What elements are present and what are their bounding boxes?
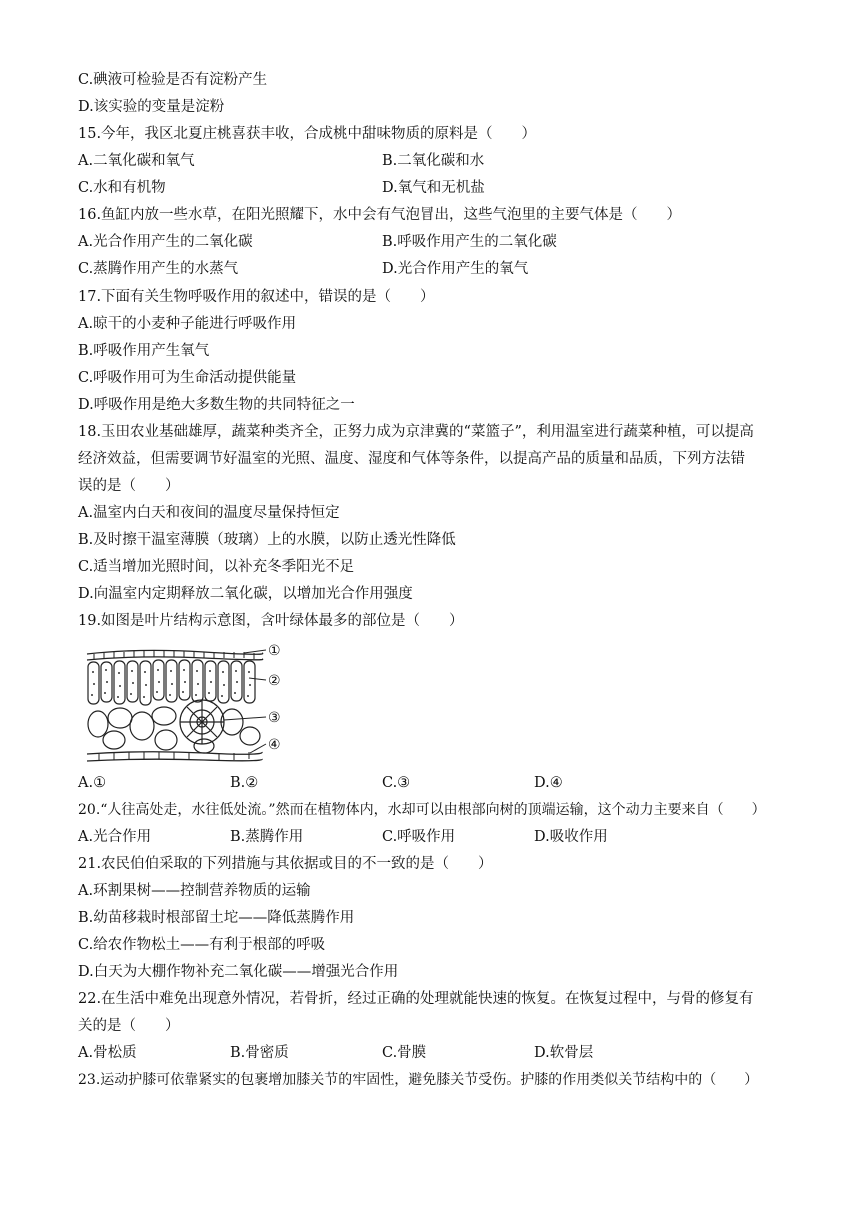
q17-option-d: D.呼吸作用是绝大多数生物的共同特征之一 bbox=[78, 397, 355, 413]
q20-stem: 20.“人往高处走，水往低处流。”然而在植物体内，水却可以由根部向树的顶端运输，这个动力主要来自（ ） bbox=[78, 802, 766, 818]
q18-option-a: A.温室内白天和夜间的温度尽量保持恒定 bbox=[78, 505, 340, 521]
q16-option-d: D.光合作用产生的氧气 bbox=[382, 261, 529, 277]
label-4: ④ bbox=[268, 737, 281, 753]
q21-option-c: C.给农作物松土——有利于根部的呼吸 bbox=[78, 937, 326, 953]
q19-stem: 19.如图是叶片结构示意图，含叶绿体最多的部位是（ ） bbox=[78, 613, 464, 629]
q19-option-a: A.① bbox=[78, 775, 107, 791]
q21-option-d: D.白天为大棚作物补充二氧化碳——增强光合作用 bbox=[78, 964, 399, 980]
q18-option-c: C.适当增加光照时间，以补充冬季阳光不足 bbox=[78, 559, 355, 575]
q15-option-c: C.水和有机物 bbox=[78, 180, 166, 196]
q20-option-a: A.光合作用 bbox=[78, 829, 152, 845]
q14-option-c: C.碘液可检验是否有淀粉产生 bbox=[78, 72, 268, 88]
lower-epidermis bbox=[87, 752, 262, 761]
label-1: ① bbox=[268, 643, 281, 659]
q15-option-b: B.二氧化碳和水 bbox=[382, 153, 485, 169]
q17-stem: 17.下面有关生物呼吸作用的叙述中，错误的是（ ） bbox=[78, 289, 435, 305]
q17-option-b: B.呼吸作用产生氧气 bbox=[78, 343, 210, 359]
q18-stem-line2: 经济效益，但需要调节好温室的光照、温度、湿度和气体等条件，以提高产品的质量和品质，下列方法错 bbox=[78, 451, 745, 467]
q20-option-d: D.吸收作用 bbox=[534, 829, 608, 845]
q15-option-a: A.二氧化碳和氧气 bbox=[78, 153, 195, 169]
q17-option-a: A.晾干的小麦种子能进行呼吸作用 bbox=[78, 316, 297, 332]
leaf-structure-diagram bbox=[84, 640, 290, 766]
q16-option-c: C.蒸腾作用产生的水蒸气 bbox=[78, 261, 239, 277]
q19-option-d: D.④ bbox=[534, 775, 563, 791]
q19-option-b: B.② bbox=[230, 775, 259, 791]
q22-option-a: A.骨松质 bbox=[78, 1045, 137, 1061]
q23-stem: 23.运动护膝可依靠紧实的包裹增加膝关节的牢固性，避免膝关节受伤。护膝的作用类似关节结构中的（ ） bbox=[78, 1072, 759, 1088]
label-3: ③ bbox=[268, 710, 281, 726]
q16-option-b: B.呼吸作用产生的二氧化碳 bbox=[382, 234, 557, 250]
q16-option-a: A.光合作用产生的二氧化碳 bbox=[78, 234, 253, 250]
q18-stem-line1: 18.玉田农业基础雄厚，蔬菜种类齐全，正努力成为京津冀的“菜篮子”，利用温室进行蔬菜种植，可以提高 bbox=[78, 424, 754, 440]
q22-stem-line1: 22.在生活中难免出现意外情况，若骨折，经过正确的处理就能快速的恢复。在恢复过程中，与骨的修复有 bbox=[78, 991, 754, 1007]
q18-option-b: B.及时擦干温室薄膜（玻璃）上的水膜，以防止透光性降低 bbox=[78, 532, 456, 548]
q22-stem-line2: 关的是（ ） bbox=[78, 1018, 180, 1034]
spongy-layer bbox=[88, 707, 260, 753]
figure-labels bbox=[268, 643, 281, 753]
q18-option-d: D.向温室内定期释放二氧化碳，以增加光合作用强度 bbox=[78, 586, 413, 602]
vein-bundle bbox=[180, 700, 224, 744]
q21-stem: 21.农民伯伯采取的下列措施与其依据或目的不一致的是（ ） bbox=[78, 856, 493, 872]
q20-option-c: C.呼吸作用 bbox=[382, 829, 456, 845]
palisade-dots bbox=[91, 669, 251, 698]
q22-option-b: B.骨密质 bbox=[230, 1045, 289, 1061]
q14-option-d: D.该实验的变量是淀粉 bbox=[78, 99, 225, 115]
palisade-layer bbox=[88, 660, 255, 705]
q15-option-d: D.氧气和无机盐 bbox=[382, 180, 485, 196]
label-2: ② bbox=[268, 673, 281, 689]
q19-option-c: C.③ bbox=[382, 775, 411, 791]
q18-stem-line3: 误的是（ ） bbox=[78, 478, 180, 494]
q15-stem: 15.今年，我区北夏庄桃喜获丰收，合成桃中甜味物质的原料是（ ） bbox=[78, 126, 537, 142]
upper-epidermis bbox=[87, 650, 263, 660]
q17-option-c: C.呼吸作用可为生命活动提供能量 bbox=[78, 370, 297, 386]
q21-option-a: A.环割果树——控制营养物质的运输 bbox=[78, 883, 311, 899]
q20-option-b: B.蒸腾作用 bbox=[230, 829, 304, 845]
q16-stem: 16.鱼缸内放一些水草，在阳光照耀下，水中会有气泡冒出，这些气泡里的主要气体是（ ） bbox=[78, 207, 682, 223]
q22-option-c: C.骨膜 bbox=[382, 1045, 427, 1061]
q22-option-d: D.软骨层 bbox=[534, 1045, 594, 1061]
q21-option-b: B.幼苗移栽时根部留土坨——降低蒸腾作用 bbox=[78, 910, 355, 926]
